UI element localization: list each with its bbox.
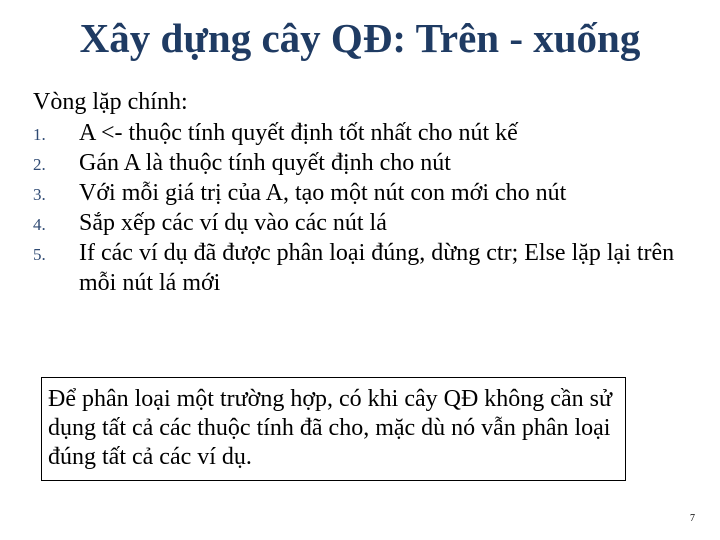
item-text: Sắp xếp các ví dụ vào các nút lá [79,210,387,236]
steps-list [33,118,703,298]
list-item [33,178,703,208]
note-box: Để phân loại một trường hợp, có khi cây QĐ không cần sử dụng tất cả các thuộc tính đã cho, mặc dù nó vẫn phân loại đúng tất cả các ví dụ. [41,377,626,481]
list-item [33,238,703,298]
intro-text: Vòng lặp chính: [33,89,188,115]
list-item [33,118,703,148]
item-text: Với mỗi giá trị của A, tạo một nút con mới cho nút [79,180,567,206]
item-number: 1. [33,125,46,144]
slide-title: Xây dựng cây QĐ: Trên - xuống [79,15,641,61]
item-text: Gán A là thuộc tính quyết định cho nút [79,150,451,176]
item-number: 3. [33,185,46,204]
item-text: If các ví dụ đã được phân loại đúng, dừng ctr; Else lặp lại trên mỗi nút lá mới [79,240,675,296]
item-number: 2. [33,155,46,174]
list-item [33,208,703,238]
item-number: 4. [33,215,46,234]
item-text: A <- thuộc tính quyết định tốt nhất cho nút kế [79,120,518,146]
list-item [33,148,703,178]
page-number: 7 [690,513,695,524]
item-number: 5. [33,245,46,264]
